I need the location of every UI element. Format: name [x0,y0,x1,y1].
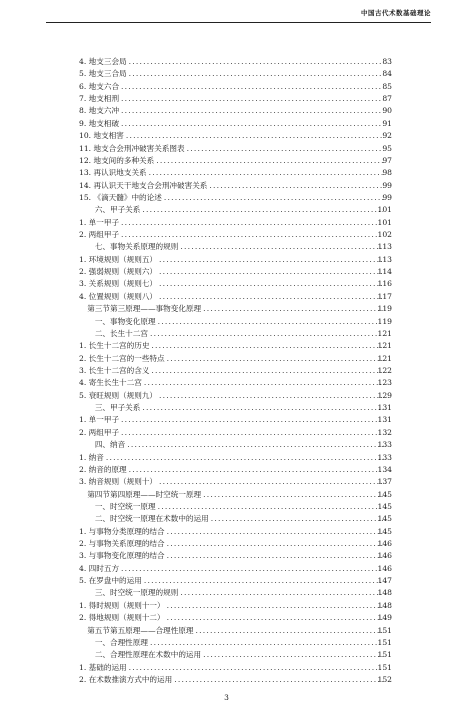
toc-page-number: 151 [377,625,392,635]
toc-section-label: 一、 [94,501,110,511]
toc-page-number: 95 [382,143,392,153]
toc-entry[interactable] [0,155,453,167]
dot-leader [157,291,383,303]
toc-title-line [79,143,383,155]
toc-title-line [79,575,383,587]
toc-title-line [110,204,383,216]
toc-title-line [79,365,383,377]
toc-title-line [110,328,383,340]
toc-section-label: 第五节 [87,625,110,635]
toc-title-line [79,612,383,624]
dot-leader [201,649,383,661]
toc-page-number: 87 [382,94,392,104]
dot-leader [165,612,383,624]
toc-title: 11. 地支合会刑冲破害关系图表 [79,143,185,153]
toc-page-number: 134 [377,464,392,474]
dot-leader [201,489,383,501]
toc-title-line [79,229,383,241]
toc-page-number: 146 [377,551,392,561]
toc-title: 13. 再认识地支关系 [79,168,147,178]
toc-title-line [110,625,383,637]
toc-entry[interactable] [0,81,453,93]
toc-title-line [110,501,383,513]
toc-entry[interactable] [0,192,453,204]
toc-page-number: 121 [377,328,392,338]
toc-entry[interactable] [0,587,453,599]
dot-leader [172,674,383,686]
toc-entry[interactable] [0,612,453,624]
toc-page-number: 148 [377,588,392,598]
toc-title: 15. 《滴天髓》中的论述 [79,192,162,202]
toc-page-number: 131 [377,403,392,413]
toc-entry[interactable] [0,241,453,253]
toc-title: 1. 单一甲子 [79,217,120,227]
toc-page-number: 132 [377,427,392,437]
toc-entry[interactable] [0,427,453,439]
toc-page-number: 149 [377,613,392,623]
toc-entry[interactable] [0,340,453,352]
running-header: 中国古代术数基础理论 [361,9,431,17]
toc-title: 5. 在罗盘中的运用 [79,576,142,586]
toc-title-line [110,489,383,501]
toc-page-number: 121 [377,341,392,351]
toc-entry[interactable] [0,563,453,575]
toc-entry[interactable] [0,550,453,562]
toc-entry[interactable] [0,303,453,315]
toc-entry[interactable] [0,377,453,389]
toc-page-number: 90 [382,106,392,116]
toc-title-line [79,81,383,93]
dot-leader [148,637,383,649]
toc-page-number: 122 [377,365,392,375]
toc-entry[interactable] [0,328,453,340]
toc-entry[interactable] [0,414,453,426]
toc-page-number: 85 [382,81,392,91]
toc-title-line [79,353,383,365]
toc-title-line [79,217,383,229]
toc-title: 事物关系原理的规则 [110,242,179,252]
toc-title-line [79,427,383,439]
toc-entry[interactable] [0,476,453,488]
toc-title: 3. 长生十二宫的含义 [79,365,150,375]
toc-page-number: 97 [382,155,392,165]
dot-leader [142,575,383,587]
toc-entry[interactable] [0,105,453,117]
toc-title: 4. 地支三会局 [79,57,127,66]
toc-title: 7. 地支相刑 [79,94,120,104]
toc-title-line [110,241,383,253]
toc-entry[interactable] [0,130,453,142]
toc-page-number: 152 [377,674,392,684]
toc-page-number: 121 [377,353,392,363]
toc-title-line [79,254,383,266]
toc-entry[interactable] [0,68,453,80]
dot-leader [157,266,383,278]
toc-page-number: 131 [377,415,392,425]
toc-title: 2. 强弱规则（规则六） [79,267,158,277]
toc-page-number: 146 [377,539,392,549]
toc-title-line [79,377,383,389]
toc-entry[interactable] [0,526,453,538]
dot-leader [104,452,383,464]
dot-leader [194,625,383,637]
toc-title-line [79,452,383,464]
dot-leader [165,550,383,562]
toc-title: 2. 纳音的原理 [79,464,127,474]
dot-leader [119,217,383,229]
toc-title-line [79,278,383,290]
toc-title-line [110,637,383,649]
dot-leader [127,68,383,80]
toc-page-number: 147 [377,576,392,586]
toc-entry[interactable] [0,56,453,68]
toc-entry[interactable] [0,365,453,377]
toc-entry[interactable] [0,254,453,266]
toc-entry[interactable] [0,291,453,303]
toc-page-number: 117 [377,291,392,301]
toc-entry[interactable] [0,204,453,216]
toc-title: 时空统一原理 [110,501,156,511]
header-rule [46,22,431,23]
toc-section-label: 一、 [94,316,110,326]
toc-page-number: 98 [382,168,392,178]
dot-leader [119,93,383,105]
toc-page-number: 113 [377,242,392,252]
toc-section-label: 七、 [94,242,110,252]
dot-leader [119,414,383,426]
toc-entry[interactable] [0,649,453,661]
toc-title: 14. 再认识天干地支合会刑冲破害关系 [79,180,208,190]
toc-entry[interactable] [0,93,453,105]
dot-leader [119,229,383,241]
toc-section-label: 二、 [94,650,110,660]
toc-title-line [79,600,383,612]
toc-title: 甲子关系 [110,205,141,215]
toc-entry[interactable] [0,637,453,649]
toc-title: 1. 环境规则（规则五） [79,254,158,264]
dot-leader [156,316,383,328]
toc-title-line [79,538,383,550]
toc-title: 4. 位置规则（规则八） [79,291,158,301]
dot-leader [185,143,383,155]
toc-section-label: 第三节 [87,304,110,314]
toc-page-number: 119 [377,316,392,326]
page-number: 3 [224,693,229,702]
toc-page-number: 145 [377,501,392,511]
toc-entry[interactable] [0,600,453,612]
toc-page-number: 123 [377,378,392,388]
toc-page-number: 145 [377,526,392,536]
toc-page-number: 133 [377,452,392,462]
dot-leader [157,476,383,488]
toc-title-line [79,662,383,674]
toc-page-number: 146 [377,563,392,573]
dot-leader [119,105,383,117]
toc-title: 1. 单一甲子 [79,415,120,425]
dot-leader [154,155,383,167]
toc-entry[interactable] [0,452,453,464]
toc-entry[interactable] [0,464,453,476]
toc-title: 1. 纳音 [79,452,104,462]
toc-page-number: 102 [377,230,392,240]
toc-title-line [79,68,383,80]
toc-title: 第五原理——合理性原理 [110,625,194,635]
toc-title-line [79,414,383,426]
dot-leader [178,587,383,599]
toc-page-number: 145 [377,514,392,524]
toc-title: 2. 在术数推演方式中的运用 [79,674,173,684]
toc-title: 第四原理——时空统一原理 [110,489,202,499]
toc-section-label: 第四节 [87,489,110,499]
toc-entry[interactable] [0,501,453,513]
toc-title-line [110,439,383,451]
toc-page-number: 137 [377,477,392,487]
toc-page-number: 101 [377,217,392,227]
dot-leader [157,278,383,290]
dot-leader [207,180,383,192]
toc-title-line [79,291,383,303]
dot-leader [147,167,383,179]
dot-leader [119,81,383,93]
toc-title: 10. 地支相害 [79,131,124,141]
toc-title: 时空统一原理的规则 [110,588,179,598]
toc-entry[interactable] [0,390,453,402]
toc-entry[interactable] [0,143,453,155]
toc-section-label: 二、 [94,514,110,524]
toc-page-number: 84 [382,69,392,79]
toc-entry[interactable] [0,513,453,525]
toc-page-number: 101 [377,205,392,215]
toc-entry[interactable] [0,118,453,130]
toc-entry[interactable] [0,439,453,451]
toc-entry[interactable] [0,167,453,179]
toc-section-label: 六、 [94,205,110,215]
dot-leader [162,192,383,204]
toc-title: 1. 基础的运用 [79,662,127,672]
toc-title-line [79,180,383,192]
dot-leader [149,340,383,352]
toc-entry[interactable] [0,489,453,501]
toc-title: 4. 四时五方 [79,563,120,573]
dot-leader [127,464,383,476]
toc-section-label: 四、 [94,440,110,450]
toc-page-number: 92 [382,131,392,141]
toc-entry[interactable] [0,217,453,229]
toc-title-line [79,340,383,352]
toc-entry[interactable] [0,538,453,550]
toc-section-label: 三、 [94,403,110,413]
dot-leader [140,402,383,414]
toc-entry[interactable] [0,402,453,414]
toc-title: 3. 与事物变化原理的结合 [79,551,165,561]
toc-page-number: 83 [382,57,392,66]
toc-title-line [79,674,383,686]
dot-leader [142,377,383,389]
toc-title-line [110,513,383,525]
dot-leader [148,328,383,340]
toc-section-label: 二、 [94,328,110,338]
toc-title-line [79,192,383,204]
toc-section-label: 一、 [94,637,110,647]
toc-entry[interactable] [0,316,453,328]
dot-leader [119,563,383,575]
toc-title-line [79,464,383,476]
toc-title-line [79,118,383,130]
toc-title-line [79,167,383,179]
toc-title: 2. 两组甲子 [79,230,120,240]
toc-entry[interactable] [0,180,453,192]
toc-title-line [79,526,383,538]
dot-leader [178,241,383,253]
toc-title: 3. 关系规则（规则七） [79,279,158,289]
toc-page-number: 129 [377,390,392,400]
toc-title: 6. 地支六合 [79,81,120,91]
toc-title: 1. 长生十二宫的历史 [79,341,150,351]
toc-page-number: 148 [377,600,392,610]
dot-leader [119,427,383,439]
dot-leader [157,254,383,266]
dot-leader [201,303,383,315]
dot-leader [209,513,383,525]
dot-leader [127,56,383,68]
toc-title: 2. 得地规则（规则十二） [79,613,165,623]
toc-page-number: 91 [382,118,392,128]
toc-title: 4. 寄生长生十二宫 [79,378,142,388]
toc-page-number: 99 [382,192,392,202]
toc-entry[interactable] [0,625,453,637]
toc-title-line [79,130,383,142]
toc-title-line [110,316,383,328]
dot-leader [157,390,383,402]
dot-leader [119,118,383,130]
dot-leader [165,353,383,365]
toc-entry[interactable] [0,229,453,241]
toc-title: 2. 两组甲子 [79,427,120,437]
toc-section-label: 三、 [94,588,110,598]
toc-title-line [79,56,383,68]
table-of-contents [0,56,453,686]
toc-entry[interactable] [0,353,453,365]
toc-title: 1. 得时规则（规则十一） [79,600,165,610]
toc-title: 长生十二宫 [110,328,148,338]
dot-leader [124,130,383,142]
toc-page-number: 145 [377,489,392,499]
toc-title-line [79,563,383,575]
toc-page-number: 133 [377,440,392,450]
toc-title: 5. 地支三合局 [79,69,127,79]
toc-title: 8. 地支六冲 [79,106,120,116]
dot-leader [165,538,383,550]
toc-title-line [110,587,383,599]
toc-entry[interactable] [0,266,453,278]
toc-title-line [79,105,383,117]
toc-title-line [79,476,383,488]
toc-entry[interactable] [0,575,453,587]
toc-entry[interactable] [0,674,453,686]
dot-leader [140,204,383,216]
dot-leader [165,526,383,538]
toc-title: 3. 纳音规则（规则十） [79,477,158,487]
toc-title: 时空统一原理在术数中的运用 [110,514,209,524]
toc-page-number: 119 [377,304,392,314]
toc-title: 1. 与事物分类原理的结合 [79,526,165,536]
toc-title-line [79,93,383,105]
toc-title: 事物变化原理 [110,316,156,326]
toc-title: 12. 地支间的多种关系 [79,155,155,165]
toc-entry[interactable] [0,278,453,290]
toc-title: 2. 与事物关系原理的结合 [79,539,165,549]
dot-leader [156,501,383,513]
dot-leader [125,439,383,451]
toc-title-line [110,649,383,661]
toc-entry[interactable] [0,662,453,674]
toc-page-number: 151 [377,662,392,672]
toc-page-number: 151 [377,650,392,660]
dot-leader [165,600,383,612]
toc-title: 第三原理——事物变化原理 [110,304,202,314]
toc-page-number: 114 [377,267,392,277]
toc-page-number: 116 [377,279,392,289]
toc-page-number: 113 [377,254,392,264]
dot-leader [127,662,383,674]
toc-title-line [79,155,383,167]
toc-title: 纳音 [110,440,126,450]
toc-title: 9. 地支相破 [79,118,120,128]
toc-title-line [110,303,383,315]
toc-title-line [110,402,383,414]
toc-title: 合理性原理 [110,637,148,647]
toc-title: 合理性原理在术数中的运用 [110,650,202,660]
toc-title-line [79,390,383,402]
dot-leader [149,365,383,377]
toc-title-line [79,266,383,278]
toc-page-number: 99 [382,180,392,190]
toc-page-number: 151 [377,637,392,647]
toc-title: 5. 衰旺规则（规则九） [79,390,158,400]
toc-title: 2. 长生十二宫的一些特点 [79,353,165,363]
toc-title-line [79,550,383,562]
toc-title: 甲子关系 [110,403,141,413]
